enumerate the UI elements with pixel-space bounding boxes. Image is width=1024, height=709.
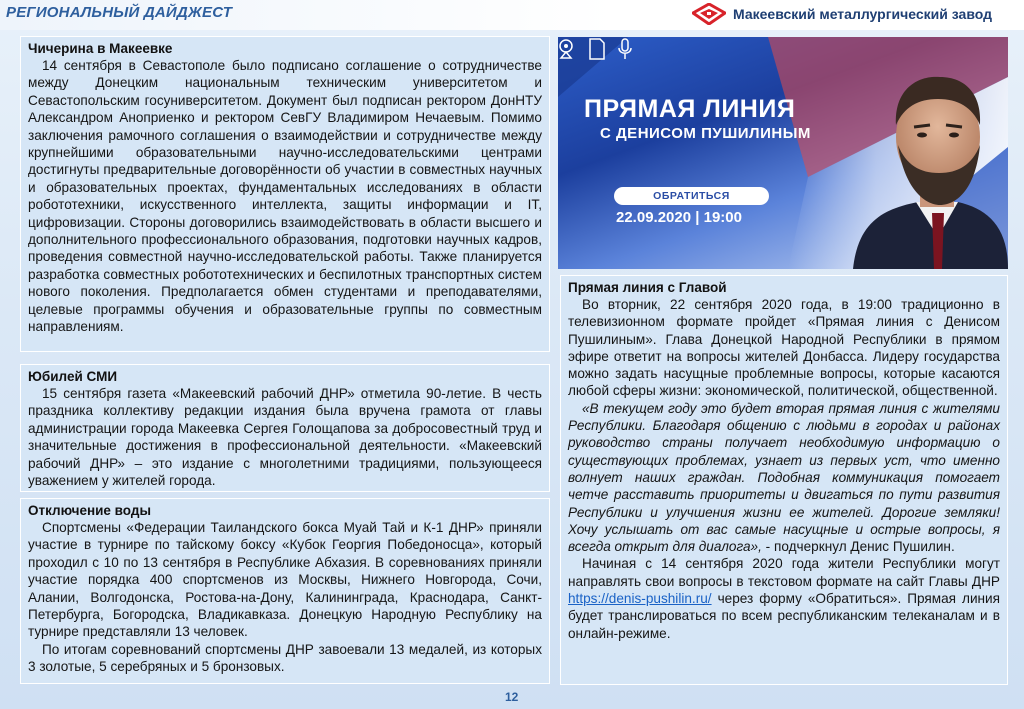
mmz-logo-icon [692, 3, 726, 25]
article-chicherina [20, 36, 550, 352]
quote-attribution: - подчеркнул Денис Пушилин. [761, 539, 955, 555]
digest-title: РЕГИОНАЛЬНЫЙ ДАЙДЖЕСТ [6, 4, 233, 21]
article-paragraph: 15 сентября газета «Макеевский рабочий ДНР» отметила 90-летие. В честь праздника коллективу редакции издания была вручена грамота от главы администрации города Макеевка Сергея Голощапова за добросовестный труд и значительные достижения в профессиональной деятельности. «Макеевский рабочий ДНР» – это издание с многолетними традициями, пользующееся уважением у жителей города. [28, 386, 542, 489]
banner-background [558, 37, 1008, 269]
banner-title: ПРЯМАЯ ЛИНИЯ [584, 95, 796, 123]
paragraph-text: через форму «Обратиться». Прямая линия будет транслироваться по всем республиканским телеканалам и в онлайн-режиме. [568, 591, 1000, 641]
article-paragraph: По итогам соревнований спортсмены ДНР завоевали 13 медалей, из которых 3 золотые, 5 серебряных и 5 бронзовых. [28, 641, 542, 675]
contact-button[interactable]: ОБРАТИТЬСЯ [614, 187, 769, 205]
article-paragraph: Во вторник, 22 сентября 2020 года, в 19:00 традиционно в телевизионном формате пройдет «Прямая линия с Денисом Пушилиным». Глава Донецкой Народной Республики в прямом эфире ответит на вопросы жителей Донбасса. Лидеру государства можно задать насущные проблемные вопросы, которые касаются любой сферы жизни: экономической, политической, общественной. [568, 297, 1000, 399]
article-quote-paragraph [561, 400, 1007, 556]
quote-text: «В текущем году это будет вторая прямая линия с жителями Республики. Благодаря общению с людьми в городах и районах руководство страны получает необходимую информацию о существующих проблемах, узнает из первых уст, что именно волнует наших граждан. Подобная коммуникация помогает четче расставить приоритеты и двигаться по пути развития Республики и улучшения жизни ее жителей. Дорогие земляки! Хочу услышать от вас самые насущные и острые вопросы, я всегда открыт для диалога», [568, 400, 1000, 555]
article-jubilee [20, 364, 550, 492]
banner-subtitle: С ДЕНИСОМ ПУШИЛИНЫМ [600, 125, 811, 142]
microphone-icon [619, 39, 631, 59]
article-paragraph: 14 сентября в Севастополе было подписано соглашение о сотрудничестве между Донецким национальным техническим университетом и Севастопольским госуниверситетом. Документ был подписан ректором ДонНТУ Александром Аноприенко и ректором СевГУ Владимиром Нечаевым. Помимо заключения рамочного соглашения о взаимодействии и сотрудничестве между крупнейшими образовательными научно-исследовательскими центрами достигнуты предварительные договорённости об участии в совместных научных и образовательных проектах, фундаментальных исследованиях в области робототехники, искусственного интеллекта, защиты информации и IT, цифровизации. Стороны договорились взаимодействовать в области высшего и дополнительного профессионального образования, подготовки научных кадров, проведения совместной научно-исследовательской работы. Также планируется разработка совместных робототехнических и беспилотных транспортных систем нового поколения. Предполагается обмен студентами и преподавателями, целевые программы обучения и образовательные группы по совместным направлениям. [28, 58, 542, 335]
banner-icons [558, 37, 638, 61]
hotline-banner [558, 37, 1008, 269]
company-name: Макеевский металлургический завод [733, 6, 993, 22]
banner-date: 22.09.2020 | 19:00 [616, 209, 742, 226]
article-paragraph: Спортсмены «Федерации Таиландского бокса Муай Тай и К-1 ДНР» приняли участие в турнире по тайскому боксу «Кубок Георгия Победоносца», который проходил с 10 по 13 сентября в Республике Абхазия. В соревнованиях приняли участие порядка 400 спортсменов из Москвы, Нижнего Новгорода, Сочи, Алании, Волгодонска, Ростова-на-Дону, Калининграда, Краснодара, Санкт-Петербурга, Богородска, Владикавказа. Донецкую Народную Республику на турнире представляли 13 человек. [28, 520, 542, 640]
webcam-icon [560, 40, 572, 58]
page-header [0, 0, 1024, 30]
document-icon [590, 39, 604, 59]
article-title: Юбилей СМИ [28, 369, 118, 384]
page-number: 12 [505, 690, 519, 704]
article-water [20, 498, 550, 684]
article-title: Прямая линия с Главой [568, 280, 727, 295]
article-paragraph [561, 555, 1007, 641]
website-link[interactable]: https://denis-pushilin.ru/ [568, 591, 712, 607]
article-title: Отключение воды [28, 503, 151, 518]
paragraph-text: Начиная с 14 сентября 2020 года жители Республики могут направлять свои вопросы в текстовом формате на сайт Главы ДНР [568, 556, 1000, 589]
article-title: Чичерина в Макеевке [28, 41, 173, 56]
article-hotline [560, 275, 1008, 685]
